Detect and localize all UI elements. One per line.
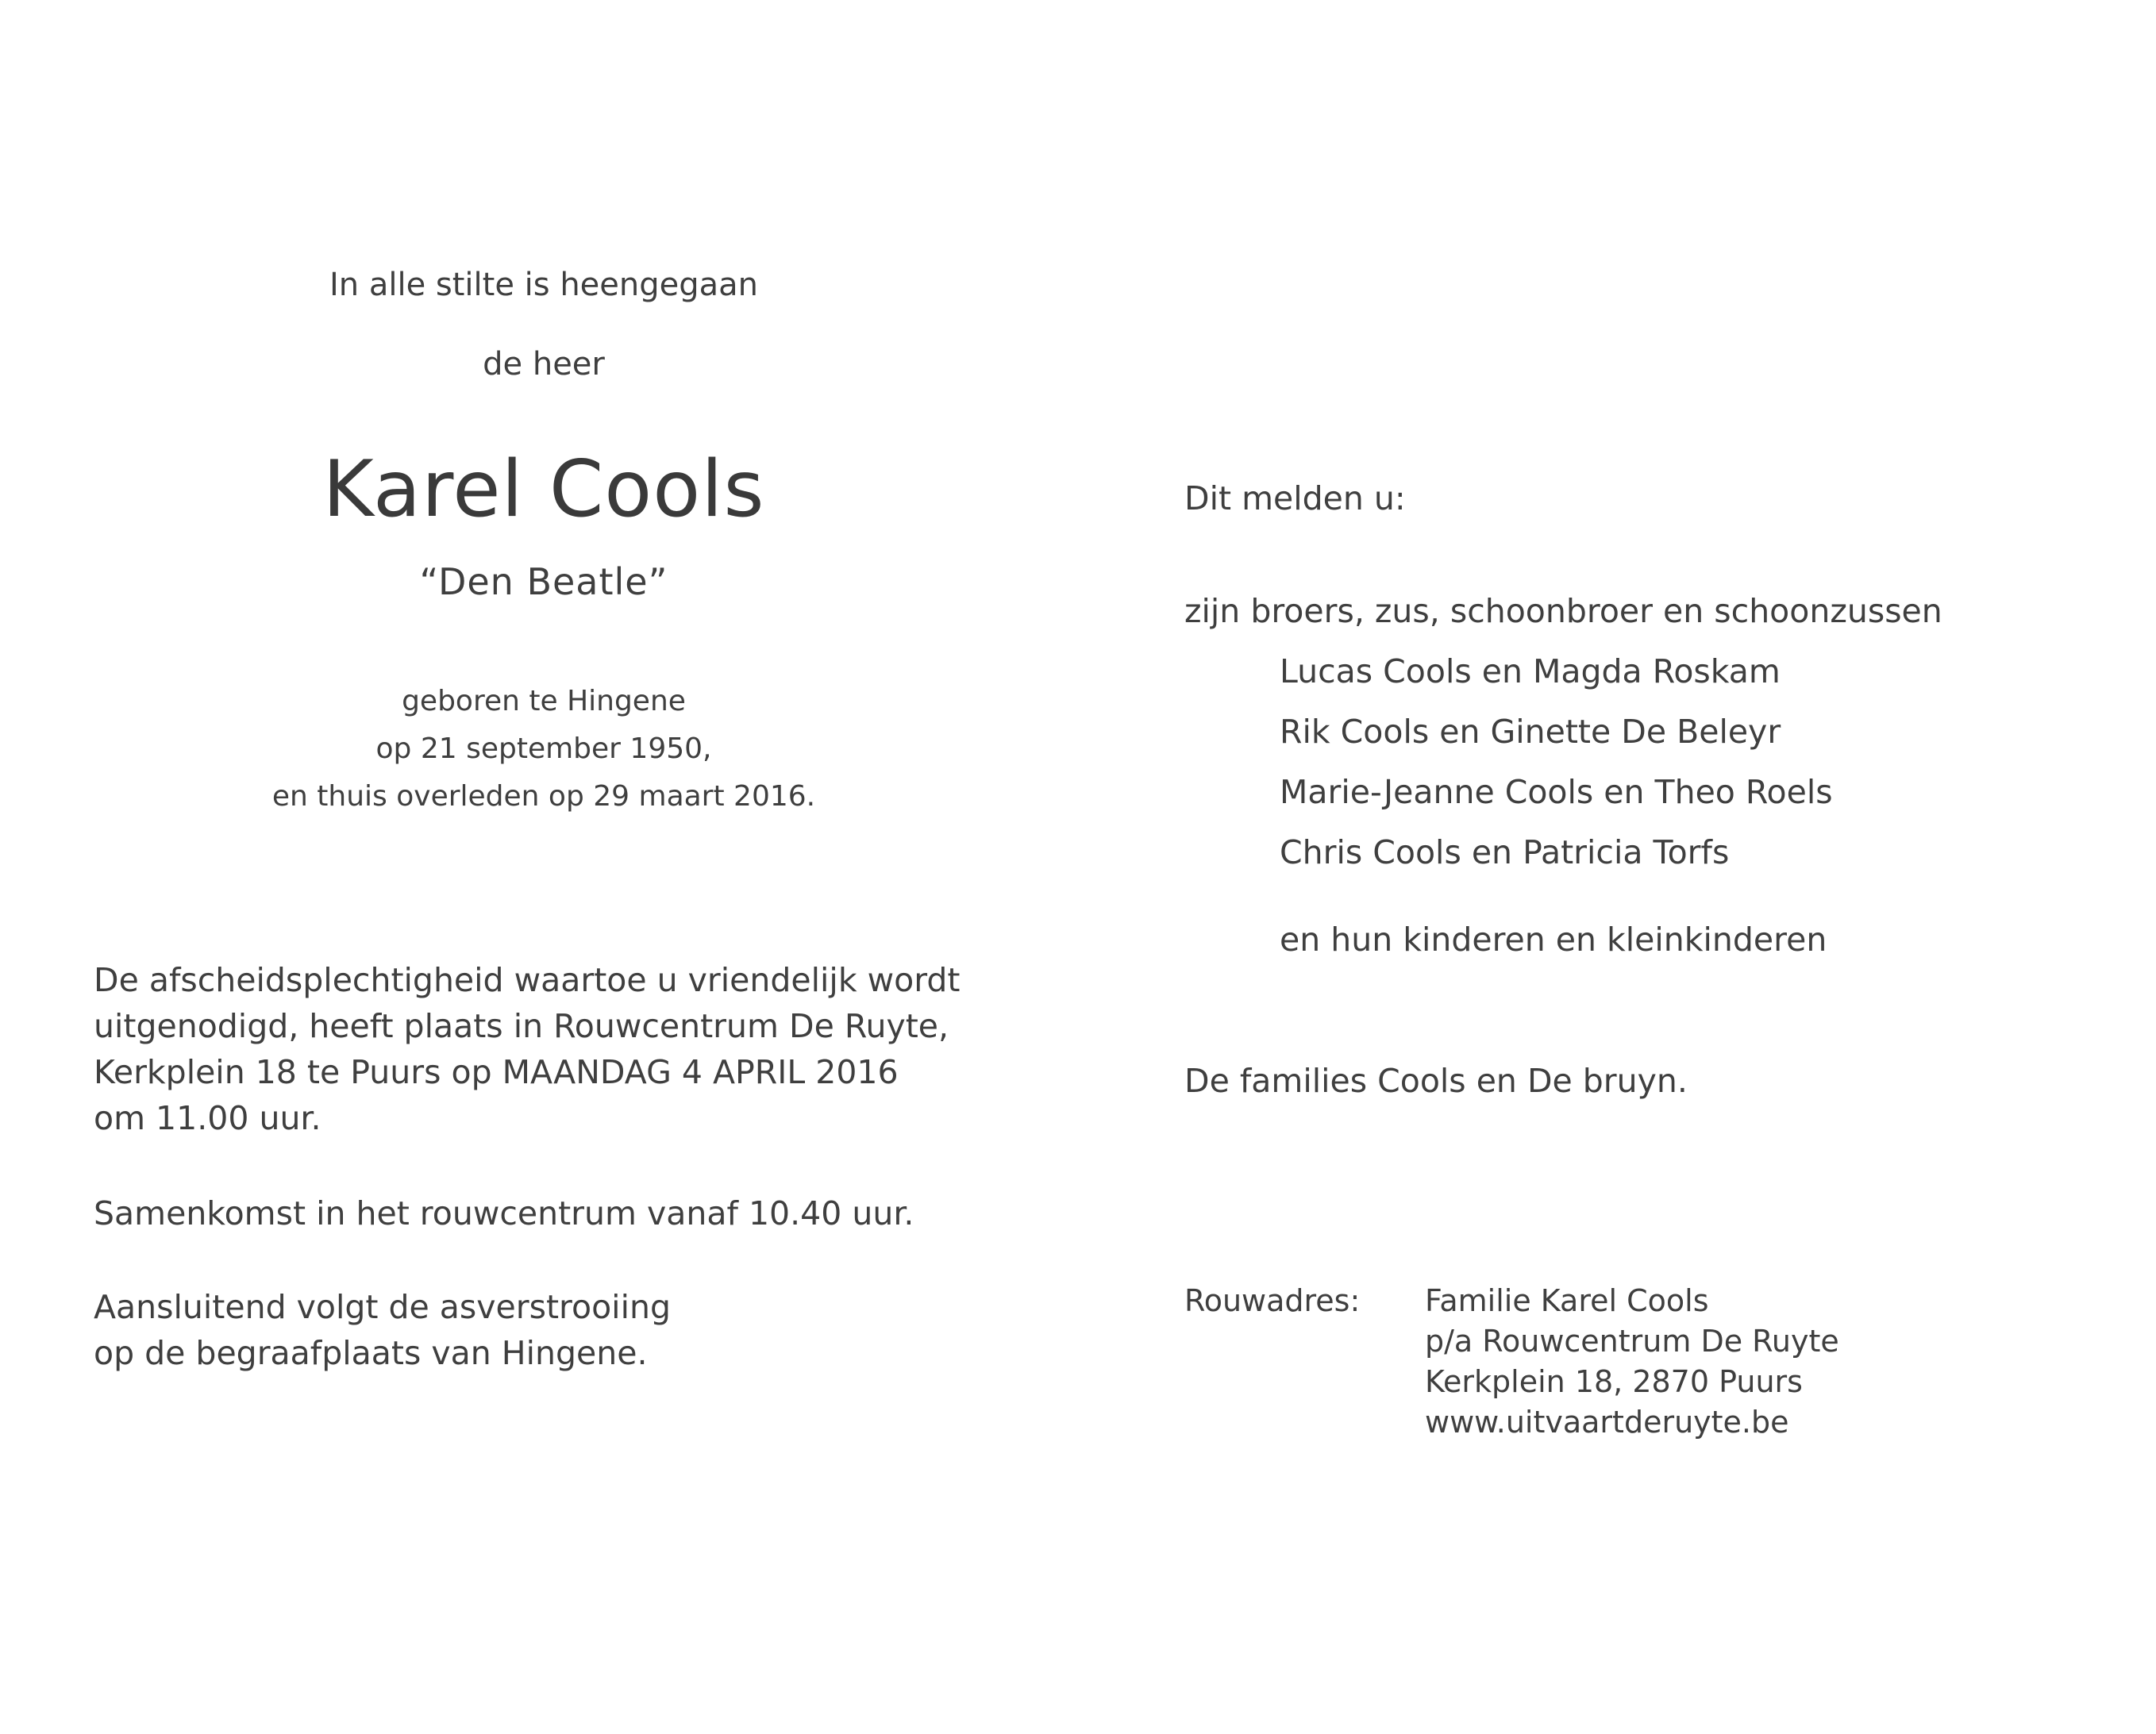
address-line: Kerkplein 18, 2870 Puurs xyxy=(1425,1364,1803,1399)
gathering-line: Samenkomst in het rouwcentrum vanaf 10.40 uur. xyxy=(94,1194,914,1232)
ceremony-line: De afscheidsplechtigheid waartoe u vriendelijk wordt xyxy=(94,961,961,999)
birth-info xyxy=(111,678,976,821)
mourning-address xyxy=(1425,1281,1839,1443)
deceased-name: Karel Cools xyxy=(322,444,765,535)
birth-line: op 21 september 1950, xyxy=(375,732,712,765)
descendants-line: en hun kinderen en kleinkinderen xyxy=(1280,921,1827,959)
address-label: Rouwadres: xyxy=(1184,1283,1361,1318)
burial-paragraph xyxy=(94,1284,671,1376)
relative-couple: Rik Cools en Ginette De Beleyr xyxy=(1280,713,1781,751)
birth-line: en thuis overleden op 29 maart 2016. xyxy=(271,780,816,813)
announce-line: Dit melden u: xyxy=(1184,479,1406,517)
ceremony-paragraph xyxy=(94,957,960,1141)
relative-couple: Chris Cools en Patricia Torfs xyxy=(1280,833,1730,871)
ceremony-line: om 11.00 uur. xyxy=(94,1099,321,1137)
address-line: Familie Karel Cools xyxy=(1425,1283,1709,1318)
nickname: “Den Beatle” xyxy=(419,560,668,603)
relative-couple: Lucas Cools en Magda Roskam xyxy=(1280,652,1781,690)
birth-line: geboren te Hingene xyxy=(402,685,686,717)
burial-line: op de begraafplaats van Hingene. xyxy=(94,1334,648,1372)
burial-line: Aansluitend volgt de asverstrooiing xyxy=(94,1288,671,1326)
ceremony-line: uitgenodigd, heeft plaats in Rouwcentrum De Ruyte, xyxy=(94,1007,949,1045)
address-line: p/a Rouwcentrum De Ruyte xyxy=(1425,1324,1839,1359)
website-link[interactable]: www.uitvaartderuyte.be xyxy=(1425,1405,1789,1440)
ceremony-line: Kerkplein 18 te Puurs op MAANDAG 4 APRIL 2016 xyxy=(94,1053,899,1091)
title-line: de heer xyxy=(483,346,605,383)
families-line: De families Cools en De bruyn. xyxy=(1184,1062,1688,1100)
relative-couple: Marie-Jeanne Cools en Theo Roels xyxy=(1280,773,1833,811)
relatives-heading: zijn broers, zus, schoonbroer en schoonzussen xyxy=(1184,592,1942,630)
intro-line: In alle stilte is heengegaan xyxy=(329,267,759,303)
